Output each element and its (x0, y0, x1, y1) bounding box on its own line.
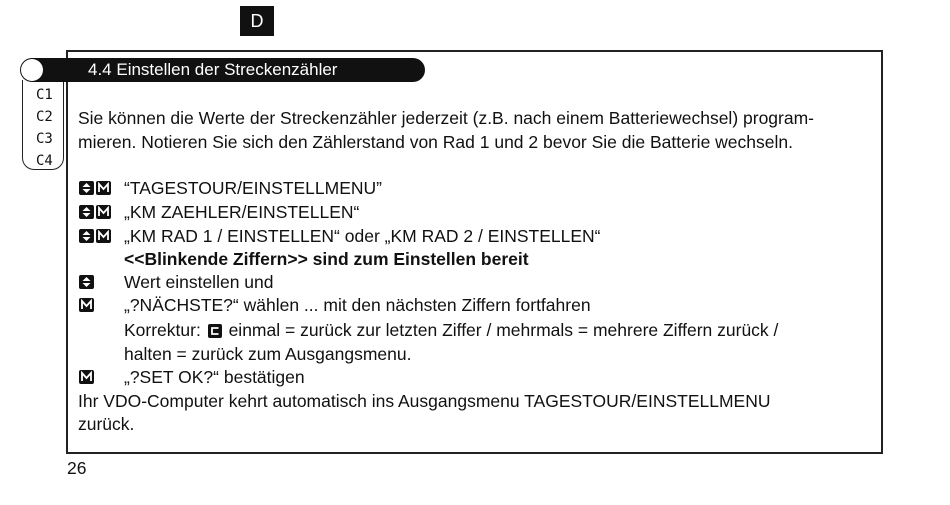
section-header-circle (21, 59, 43, 81)
step-4-text: Wert einstellen und (124, 272, 274, 292)
up-down-button-icon (78, 275, 94, 289)
step-3-note: <<Blinkende Ziffern>> sind zum Einstellen bereit (124, 249, 529, 269)
side-label-c4: C4 (36, 153, 53, 169)
page-number: 26 (67, 458, 87, 478)
step-3-text: „KM RAD 1 / EINSTELLEN“ oder „KM RAD 2 / EINSTELLEN“ (124, 226, 601, 246)
intro-line-2: mieren. Notieren Sie sich den Zählerstand von Rad 1 und 2 bevor Sie die Batterie wechseln. (78, 132, 793, 152)
correction-text: einmal = zurück zur letzten Ziffer / mehrmals = mehrere Ziffern zurück / (228, 320, 779, 340)
clear-button-icon (208, 321, 222, 343)
section-title: 4.4 Einstellen der Streckenzähler (88, 60, 338, 79)
closing-line-2: zurück. (78, 414, 135, 434)
step-6-text: „?SET OK?“ bestätigen (124, 367, 305, 387)
side-label-c3: C3 (36, 131, 53, 147)
step-5-text: „?NÄCHSTE?“ wählen ... mit den nächsten Ziffern fortfahren (124, 295, 591, 315)
side-label-c2: C2 (36, 109, 53, 125)
mode-button-icon (95, 205, 111, 219)
language-tab (240, 6, 274, 36)
mode-button-icon (95, 229, 111, 243)
step-5-correction-2: halten = zurück zum Ausgangsmenu. (124, 344, 412, 364)
up-down-button-icon (78, 229, 94, 243)
intro-paragraph (78, 106, 878, 154)
mode-button-icon (78, 370, 94, 384)
language-tab-letter: D (250, 10, 264, 31)
step-2-text: „KM ZAEHLER/EINSTELLEN“ (124, 202, 360, 222)
up-down-button-icon (78, 181, 94, 195)
mode-button-icon (78, 298, 94, 312)
side-label-c1: C1 (36, 87, 53, 103)
closing-line-1: Ihr VDO-Computer kehrt automatisch ins Ausgangsmenu TAGESTOUR/EINSTELLMENU (78, 391, 771, 411)
mode-button-icon (95, 181, 111, 195)
correction-label: Korrektur: (124, 320, 201, 340)
up-down-button-icon (78, 205, 94, 219)
intro-line-1: Sie können die Werte der Streckenzähler jederzeit (z.B. nach einem Batteriewechsel) program- (78, 108, 814, 128)
step-1-text: “TAGESTOUR/EINSTELLMENU” (124, 178, 382, 198)
step-5-correction (124, 319, 778, 343)
